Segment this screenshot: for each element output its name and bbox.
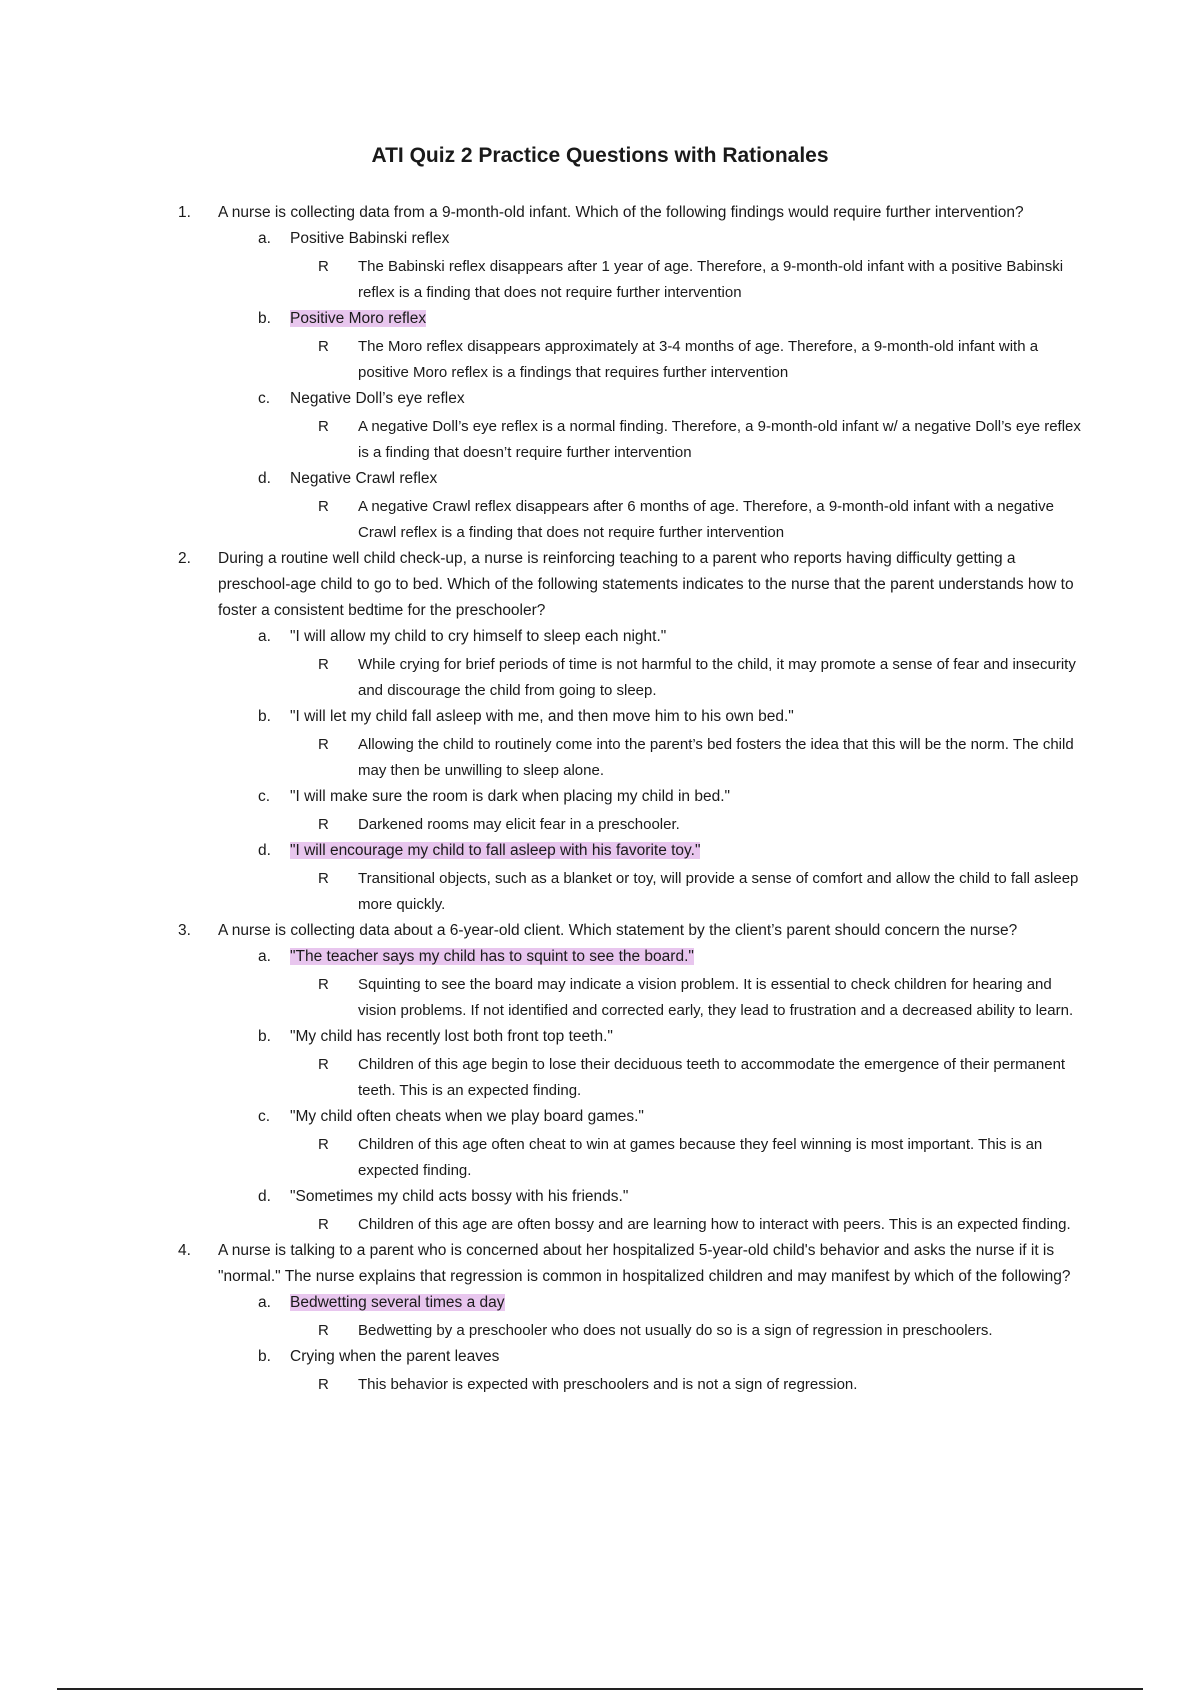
page-title: ATI Quiz 2 Practice Questions with Rationales: [371, 144, 829, 167]
answer-option: [258, 1104, 1088, 1130]
option-text: "My child has recently lost both front top teeth.": [290, 1028, 613, 1045]
option-text: "I will let my child fall asleep with me, and then move him to his own bed.": [290, 708, 794, 725]
rationale: [318, 1372, 1088, 1398]
option-letter: d.: [258, 842, 271, 859]
option-text: "My child often cheats when we play board games.": [290, 1108, 644, 1125]
option-letter: a.: [258, 948, 271, 965]
rationale: [318, 1052, 1088, 1104]
rationale: [318, 812, 1088, 838]
answer-option: [258, 704, 1088, 730]
answer-option: [258, 306, 1088, 332]
rationale-marker: R: [318, 338, 329, 355]
question-3: [178, 918, 1088, 1238]
rationale-text: A negative Doll’s eye reflex is a normal finding. Therefore, a 9-month-old infant w/ a negative Doll’s eye reflex is a finding that doesn’t require further intervention: [358, 418, 1081, 461]
option-letter: d.: [258, 470, 271, 487]
answer-option: [258, 386, 1088, 412]
rationale-marker: R: [318, 656, 329, 673]
option-letter: b.: [258, 708, 271, 725]
option-text: "Sometimes my child acts bossy with his friends.": [290, 1188, 629, 1205]
option-text: Positive Babinski reflex: [290, 230, 450, 247]
option-text: Negative Doll’s eye reflex: [290, 390, 465, 407]
option-letter: b.: [258, 1348, 271, 1365]
option-letter: b.: [258, 1028, 271, 1045]
question-number: 4.: [178, 1242, 191, 1259]
correct-answer-text: Bedwetting several times a day: [290, 1294, 505, 1311]
rationale-marker: R: [318, 1136, 329, 1153]
rationale: [318, 334, 1088, 386]
option-text: "I will allow my child to cry himself to sleep each night.": [290, 628, 667, 645]
footer-rule: [57, 1688, 1143, 1690]
option-letter: d.: [258, 1188, 271, 1205]
option-letter: c.: [258, 390, 271, 407]
question-4: [178, 1238, 1088, 1398]
rationale-text: Children of this age are often bossy and are learning how to interact with peers. This is an expected finding.: [358, 1216, 1071, 1233]
option-text: "I will make sure the room is dark when placing my child in bed.": [290, 788, 731, 805]
question-text: During a routine well child check-up, a nurse is reinforcing teaching to a parent who reports having difficulty getting a preschool-age child to go to bed. Which of the following statements indicates to the nurse that the parent understands how to foster a consistent bedtime for the preschooler?: [218, 550, 1074, 619]
answer-option: [258, 1344, 1088, 1370]
rationale-text: The Moro reflex disappears approximately at 3-4 months of age. Therefore, a 9-month-old infant with a positive Moro reflex is a findings that requires further intervention: [358, 338, 1039, 381]
question-number: 1.: [178, 204, 191, 221]
option-letter: b.: [258, 310, 271, 327]
answer-option: [258, 466, 1088, 492]
rationale: [318, 732, 1088, 784]
rationale-marker: R: [318, 1216, 329, 1233]
rationale-marker: R: [318, 1056, 329, 1073]
question-2: [178, 546, 1088, 918]
rationale-text: Children of this age begin to lose their deciduous teeth to accommodate the emergence of their permanent teeth. This is an expected finding.: [358, 1056, 1066, 1099]
option-letter: a.: [258, 628, 271, 645]
answer-option: [258, 226, 1088, 252]
rationale: [318, 1318, 1088, 1344]
rationale: [318, 652, 1088, 704]
rationale-text: Squinting to see the board may indicate a vision problem. It is essential to check children for hearing and vision problems. If not identified and corrected early, they lead to frustration and a decreased ability to learn.: [358, 976, 1074, 1019]
question-list: [178, 200, 1088, 1398]
answer-option: [258, 1024, 1088, 1050]
question-text: A nurse is collecting data about a 6-year-old client. Which statement by the client’s parent should concern the nurse?: [218, 922, 1018, 939]
answer-option: [258, 838, 1088, 864]
option-text: Negative Crawl reflex: [290, 470, 438, 487]
rationale-text: While crying for brief periods of time is not harmful to the child, it may promote a sense of fear and insecurity and discourage the child from going to sleep.: [358, 656, 1076, 699]
option-letter: a.: [258, 230, 271, 247]
rationale-marker: R: [318, 418, 329, 435]
rationale: [318, 494, 1088, 546]
rationale-text: Darkened rooms may elicit fear in a preschooler.: [358, 816, 680, 833]
rationale-text: This behavior is expected with preschoolers and is not a sign of regression.: [358, 1376, 858, 1393]
correct-answer-text: "The teacher says my child has to squint to see the board.": [290, 948, 694, 965]
rationale-text: Bedwetting by a preschooler who does not usually do so is a sign of regression in preschoolers.: [358, 1322, 993, 1339]
rationale: [318, 1212, 1088, 1238]
question-number: 2.: [178, 550, 191, 567]
answer-option: [258, 624, 1088, 650]
question-text: A nurse is talking to a parent who is concerned about her hospitalized 5-year-old child's behavior and asks the nurse if it is "normal." The nurse explains that regression is common in hospitalized children and may manifest by which of the following?: [218, 1242, 1071, 1285]
answer-option: [258, 1290, 1088, 1316]
answer-option: [258, 784, 1088, 810]
option-letter: a.: [258, 1294, 271, 1311]
rationale: [318, 866, 1088, 918]
rationale: [318, 972, 1088, 1024]
rationale-marker: R: [318, 736, 329, 753]
rationale-text: Allowing the child to routinely come into the parent’s bed fosters the idea that this will be the norm. The child may then be unwilling to sleep alone.: [358, 736, 1074, 779]
option-letter: c.: [258, 1108, 271, 1125]
rationale-marker: R: [318, 498, 329, 515]
question-number: 3.: [178, 922, 191, 939]
rationale-marker: R: [318, 870, 329, 887]
rationale: [318, 1132, 1088, 1184]
answer-option: [258, 1184, 1088, 1210]
correct-answer-text: "I will encourage my child to fall asleep with his favorite toy.": [290, 842, 701, 859]
option-letter: c.: [258, 788, 271, 805]
rationale: [318, 254, 1088, 306]
rationale-marker: R: [318, 976, 329, 993]
option-text: Crying when the parent leaves: [290, 1348, 500, 1365]
rationale-marker: R: [318, 816, 329, 833]
rationale-marker: R: [318, 1376, 329, 1393]
answer-option: [258, 944, 1088, 970]
rationale-marker: R: [318, 1322, 329, 1339]
correct-answer-text: Positive Moro reflex: [290, 310, 427, 327]
rationale: [318, 414, 1088, 466]
rationale-text: Transitional objects, such as a blanket or toy, will provide a sense of comfort and allow the child to fall asleep more quickly.: [358, 870, 1079, 913]
rationale-marker: R: [318, 258, 329, 275]
question-text: A nurse is collecting data from a 9-month-old infant. Which of the following findings would require further intervention?: [218, 204, 1024, 221]
rationale-text: A negative Crawl reflex disappears after 6 months of age. Therefore, a 9-month-old infant with a negative Crawl reflex is a finding that does not require further intervention: [358, 498, 1054, 541]
question-1: [178, 200, 1088, 546]
rationale-text: Children of this age often cheat to win at games because they feel winning is most important. This is an expected finding.: [358, 1136, 1043, 1179]
rationale-text: The Babinski reflex disappears after 1 year of age. Therefore, a 9-month-old infant with a positive Babinski reflex is a finding that does not require further intervention: [358, 258, 1064, 301]
